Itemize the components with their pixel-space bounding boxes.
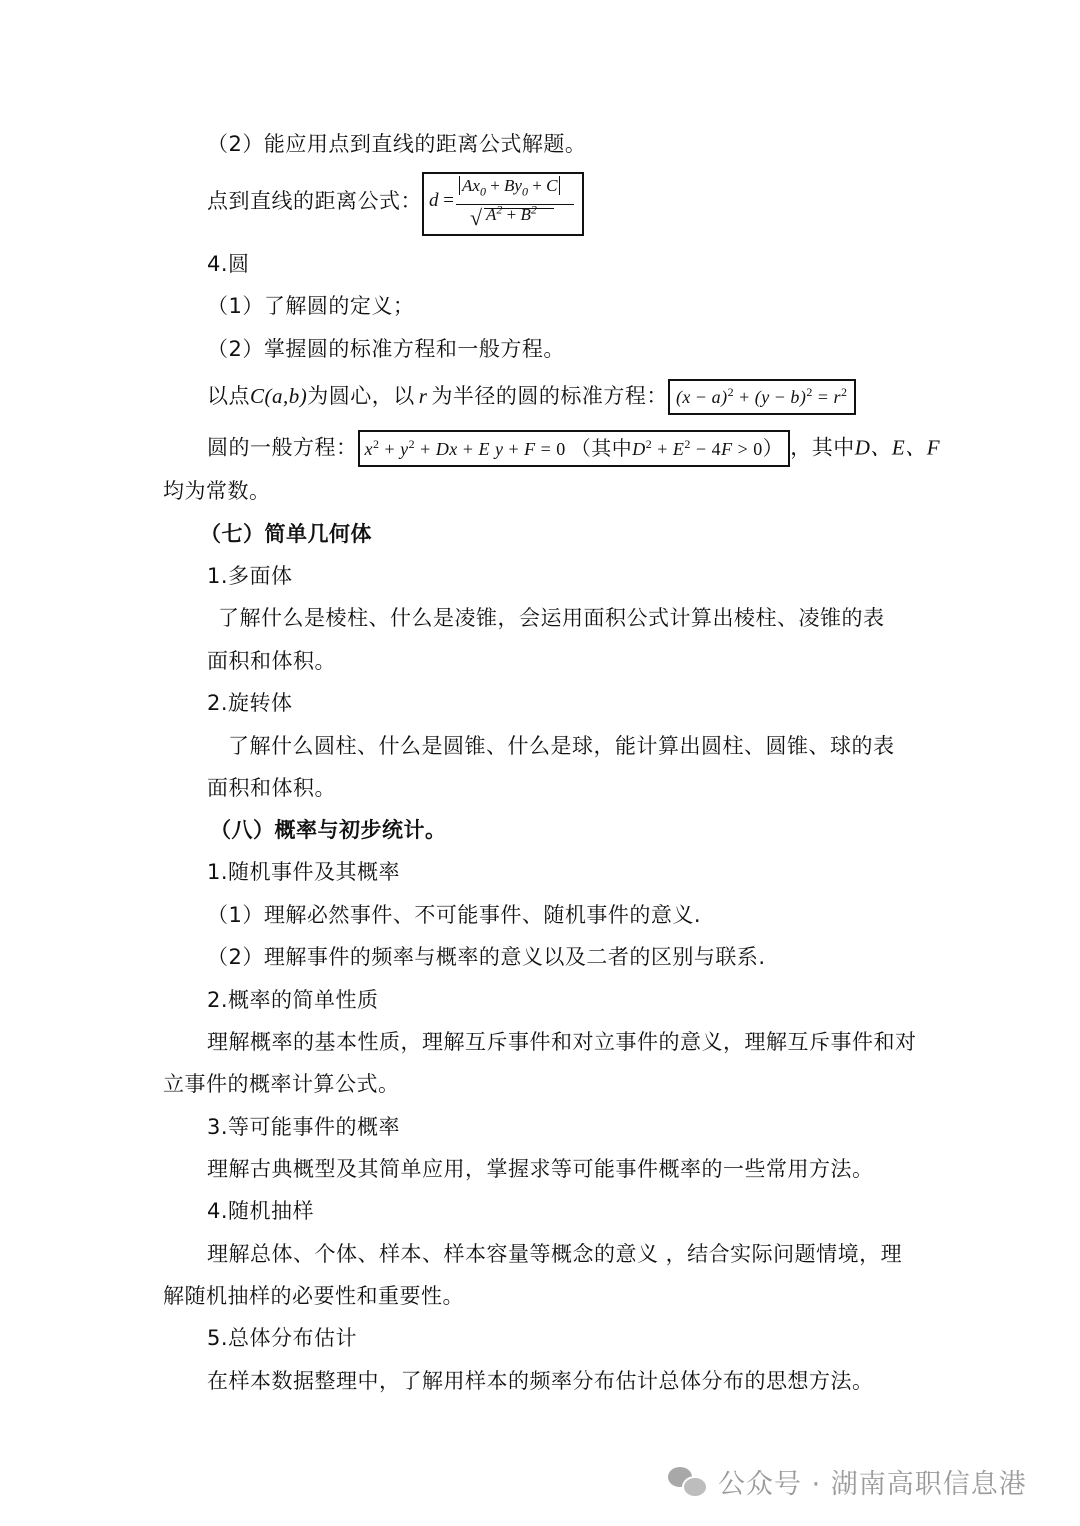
section-heading: 2.概率的简单性质 [207,988,379,1012]
text-fragment: ，其中 [790,435,855,460]
text-line: 均为常数。 [163,479,271,503]
text-fragment: ） [762,436,784,460]
wechat-icon [668,1465,708,1499]
text-line: 理解古典概型及其简单应用，掌握求等可能事件概率的一些常用方法。 [207,1157,874,1181]
text-line: 了解什么是棱柱、什么是凌锥，会运用面积公式计算出棱柱、凌锥的表 [218,606,885,630]
section-heading: 5.总体分布估计 [207,1326,358,1350]
text-line: 面积和体积。 [207,776,336,800]
text-line [207,430,940,467]
text-line: （2）掌握圆的标准方程和一般方程。 [207,337,565,361]
distance-formula-box: d = $Ax_0 + By_0 + C$ √ $A^2 + B^2$ [422,172,584,236]
text-line: （1）理解必然事件、不可能事件、随机事件的意义. [207,903,702,927]
text-line: 面积和体积。 [207,649,336,673]
math-point: C(a,b) [250,384,308,408]
text-line: 了解什么圆柱、什么是圆锥、什么是球，能计算出圆柱、圆锥、球的表 [228,734,895,758]
circle-standard-formula-box: $(x - a)^2 + (y - b)^2 = r^2$ [668,379,856,415]
watermark [668,1462,1027,1501]
text-line: （1）了解圆的定义； [207,294,415,318]
math-constants: D、E、F [854,435,941,460]
section-heading: 3.等可能事件的概率 [207,1115,401,1139]
text-line: 解随机抽样的必要性和重要性。 [163,1284,464,1308]
section-heading: （八）概率与初步统计。 [210,818,447,842]
section-heading: 2.旋转体 [207,691,293,715]
section-heading: 1.多面体 [207,564,293,588]
section-heading: （七）简单几何体 [200,522,372,546]
section-heading: 1.随机事件及其概率 [207,860,401,884]
text-line: 立事件的概率计算公式。 [163,1072,400,1096]
text-line: （2）理解事件的频率与概率的意义以及二者的区别与联系. [207,945,766,969]
text-fragment: 为半径的圆的标准方程： [431,384,668,408]
text-line: 理解总体、个体、样本、样本容量等概念的意义 ，结合实际问题情境，理 [207,1242,903,1266]
section-heading: 4.圆 [207,252,250,276]
section-heading: 4.随机抽样 [207,1199,315,1223]
text-line [207,379,856,415]
text-fragment: 为圆心，以 [307,384,415,408]
circle-general-formula-box: $x^2 + y^2 + Dx + E$ y + F = 0 （其中$D^2 + E^2 - 4F > 0$） [358,430,791,467]
math-radius: r [418,384,428,408]
watermark-text: 公众号 · 湖南高职信息港 [718,1469,1027,1500]
text-line: 点到直线的距离公式： [207,189,422,213]
text-fragment: 圆的一般方程： [207,435,358,460]
text-line: 理解概率的基本性质，理解互斥事件和对立事件的意义，理解互斥事件和对 [207,1030,917,1054]
text-line: 在样本数据整理中，了解用样本的频率分布估计总体分布的思想方法。 [207,1369,874,1393]
text-fragment: 以点 [207,384,250,408]
text-fragment: （其中 [570,436,633,460]
text-line: （2）能应用点到直线的距离公式解题。 [207,132,587,156]
